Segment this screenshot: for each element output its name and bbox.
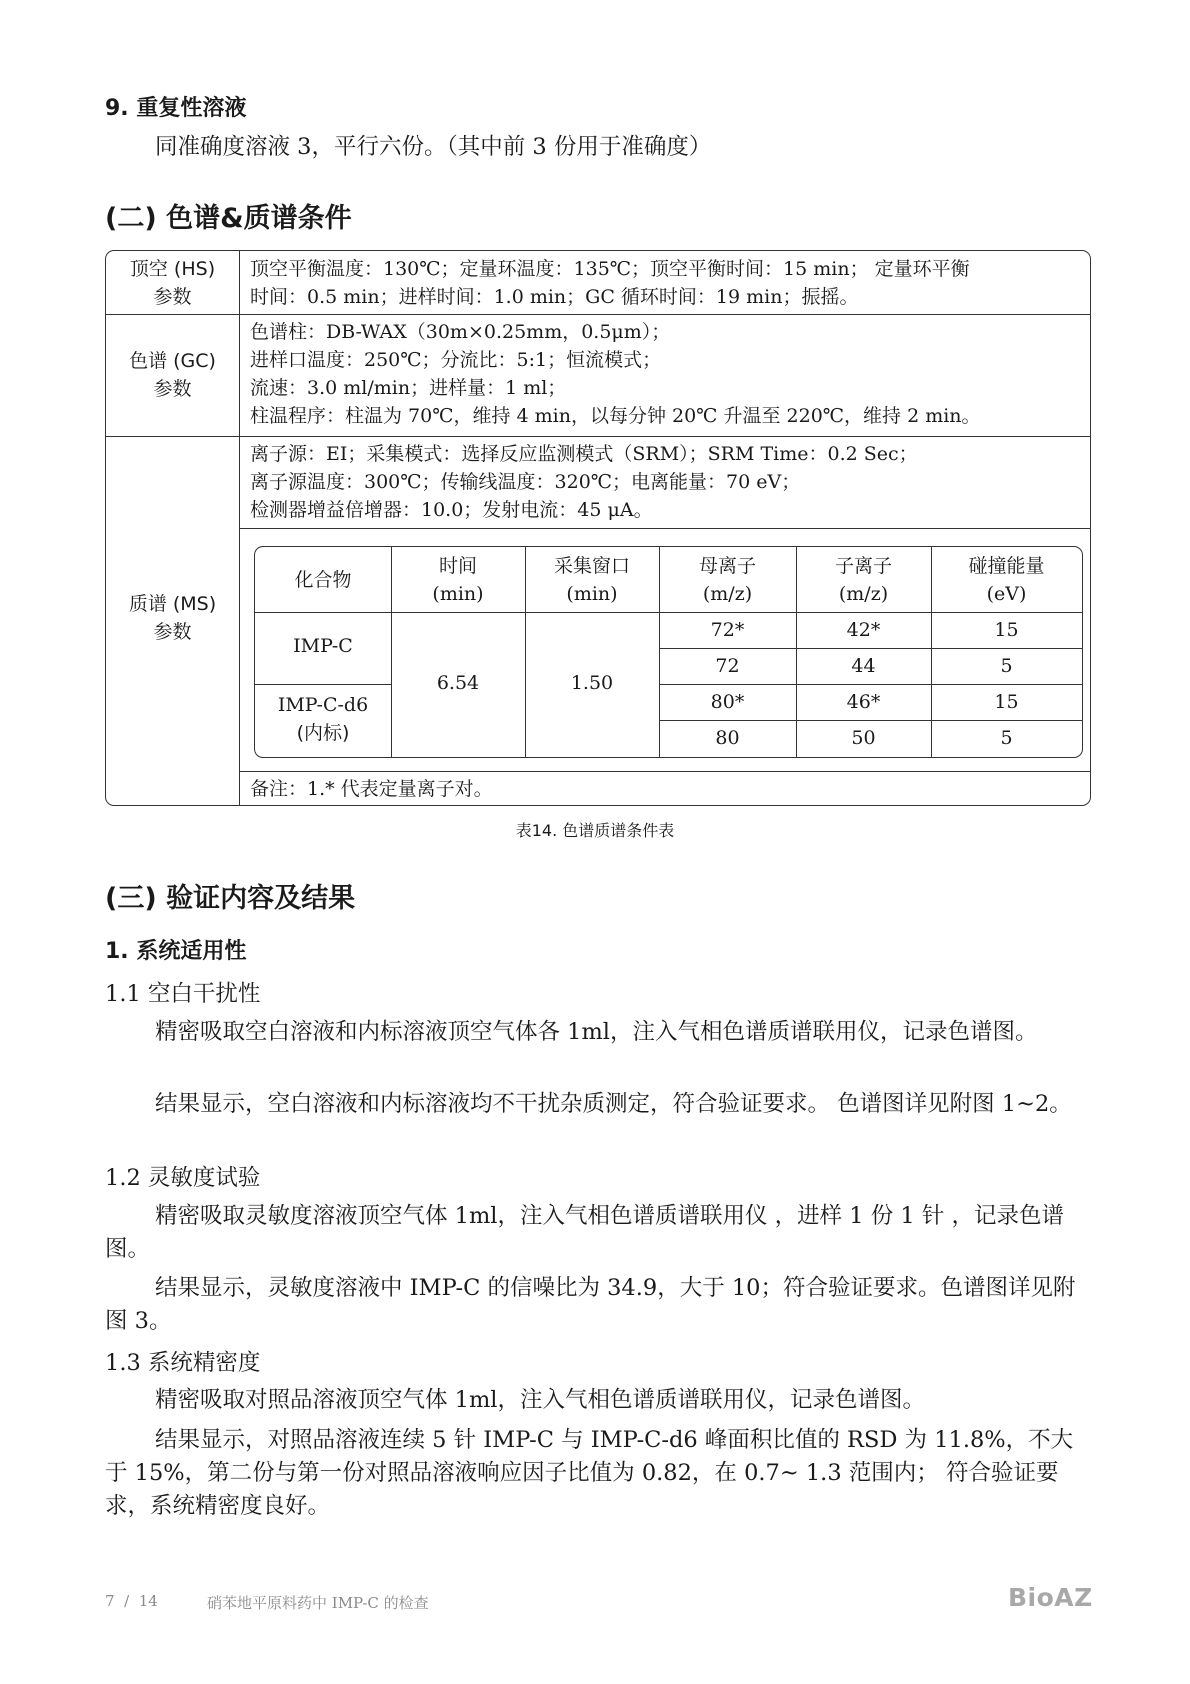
ms-transitions-table [254, 546, 1083, 758]
parent-ion-cell: 72 [715, 655, 740, 677]
section-9-heading: 9. 重复性溶液 [105, 96, 247, 121]
row-divider [255, 684, 391, 685]
hs-label: 顶空 (HS) 参数 [129, 258, 216, 308]
energy-cell: 5 [1000, 727, 1013, 749]
daughter-ion-cell: 42* [846, 619, 881, 641]
section-two-heading: (二) 色谱&质谱条件 [105, 203, 352, 234]
subsection-1-3-para-1: 精密吸取对照品溶液顶空气体 1ml，注入气相色谱质谱联用仪，记录色谱图。 [155, 1387, 926, 1413]
ms-line-3: 检测器增益倍增器：10.0；发射电流：45 μA。 [250, 499, 653, 521]
energy-cell: 5 [1000, 655, 1013, 677]
header-parent-ion: 母离子 (m/z) [698, 555, 756, 605]
energy-cell: 15 [994, 619, 1019, 641]
daughter-ion-cell: 44 [851, 655, 876, 677]
header-collision-energy: 碰撞能量 (eV) [968, 555, 1045, 605]
bioaz-logo: BioAZ [1008, 1583, 1093, 1612]
row-divider [659, 720, 1082, 721]
compound-imp-c-d6: IMP-C-d6 (内标) [277, 694, 369, 744]
gc-label: 色谱 (GC) 参数 [129, 350, 216, 400]
page-total: 14 [138, 1592, 158, 1610]
row-divider [659, 684, 1082, 685]
subsection-1-1-heading: 1.1 空白干扰性 [105, 981, 261, 1007]
compound-imp-c: IMP-C [293, 635, 353, 657]
gc-line-4: 柱温程序：柱温为 70℃，维持 4 min，以每分钟 20℃ 升温至 220℃，维持 2 min。 [250, 405, 981, 427]
ms-label: 质谱 (MS) 参数 [128, 593, 217, 643]
section-9-text: 同准确度溶液 3，平行六份。（其中前 3 份用于准确度） [155, 134, 712, 160]
header-window: 采集窗口 (min) [553, 555, 630, 605]
row-divider [106, 436, 1090, 437]
table-note: 备注：1.* 代表定量离子对。 [250, 778, 493, 800]
footer-title: 硝苯地平原料药中 IMP-C 的检查 [207, 1594, 429, 1612]
row-divider [659, 648, 1082, 649]
subsection-1-3-para-2: 结果显示，对照品溶液连续 5 针 IMP-C 与 IMP-C-d6 峰面积比值的 RSD 为 11.8%，不大于 15%，第二份与第一份对照品溶液响应因子比值为 0.82，在 0.7~ 1.3 范围内； 符合验证要求，系统精密度良好。 [105, 1427, 1074, 1519]
header-daughter-ion: 子离子 (m/z) [834, 555, 892, 605]
energy-cell: 15 [994, 691, 1019, 713]
subsection-1-1-para-1: 精密吸取空白溶液和内标溶液顶空气体各 1ml，注入气相色谱质谱联用仪，记录色谱图。 [155, 1019, 1038, 1045]
daughter-ion-cell: 46* [846, 691, 881, 713]
page-number [105, 1592, 158, 1610]
section-three-heading: (三) 验证内容及结果 [105, 883, 356, 914]
subsection-1-2-para-1: 精密吸取灵敏度溶液顶空气体 1ml，注入气相色谱质谱联用仪 ，进样 1 份 1 针 ，记录色谱图。 [105, 1203, 1065, 1262]
window-value: 1.50 [570, 672, 614, 694]
table-caption: 表14. 色谱质谱条件表 [515, 821, 675, 840]
page-current: 7 [105, 1592, 115, 1610]
section-1-heading: 1. 系统适用性 [105, 939, 247, 964]
header-time: 时间 (min) [432, 555, 484, 605]
hs-line-1: 顶空平衡温度：130℃；定量环温度：135℃；顶空平衡时间：15 min； 定量环平衡 [250, 258, 970, 280]
gc-line-2: 进样口温度：250℃；分流比：5:1；恒流模式； [250, 349, 662, 371]
header-divider [255, 612, 1082, 613]
parent-ion-cell: 80* [710, 691, 745, 713]
column-divider [239, 251, 240, 805]
row-divider [106, 314, 1090, 315]
gc-line-3: 流速：3.0 ml/min；进样量：1 ml； [250, 377, 567, 399]
header-compound: 化合物 [294, 569, 352, 591]
subsection-1-1-para-2: 结果显示，空白溶液和内标溶液均不干扰杂质测定，符合验证要求。 色谱图详见附图 1~2。 [155, 1091, 1072, 1117]
row-divider [239, 771, 1090, 772]
ms-line-1: 离子源：EI；采集模式：选择反应监测模式（SRM）；SRM Time：0.2 Sec； [250, 443, 918, 465]
row-divider [239, 528, 1090, 529]
daughter-ion-cell: 50 [851, 727, 876, 749]
page-separator: / [124, 1592, 130, 1610]
ms-line-2: 离子源温度：300℃；传输线温度：320℃；电离能量：70 eV； [250, 471, 801, 493]
subsection-1-3-heading: 1.3 系统精密度 [105, 1350, 261, 1376]
subsection-1-2-heading: 1.2 灵敏度试验 [105, 1165, 261, 1191]
conditions-table [105, 250, 1091, 806]
subsection-1-2-para-2: 结果显示，灵敏度溶液中 IMP-C 的信噪比为 34.9，大于 10；符合验证要求。色谱图详见附图 3。 [105, 1275, 1076, 1334]
hs-line-2: 时间：0.5 min；进样时间：1.0 min；GC 循环时间：19 min；振摇。 [250, 286, 859, 308]
parent-ion-cell: 80 [715, 727, 740, 749]
parent-ion-cell: 72* [710, 619, 745, 641]
gc-line-1: 色谱柱：DB-WAX（30m×0.25mm，0.5μm）； [250, 321, 671, 343]
time-value: 6.54 [436, 672, 480, 694]
